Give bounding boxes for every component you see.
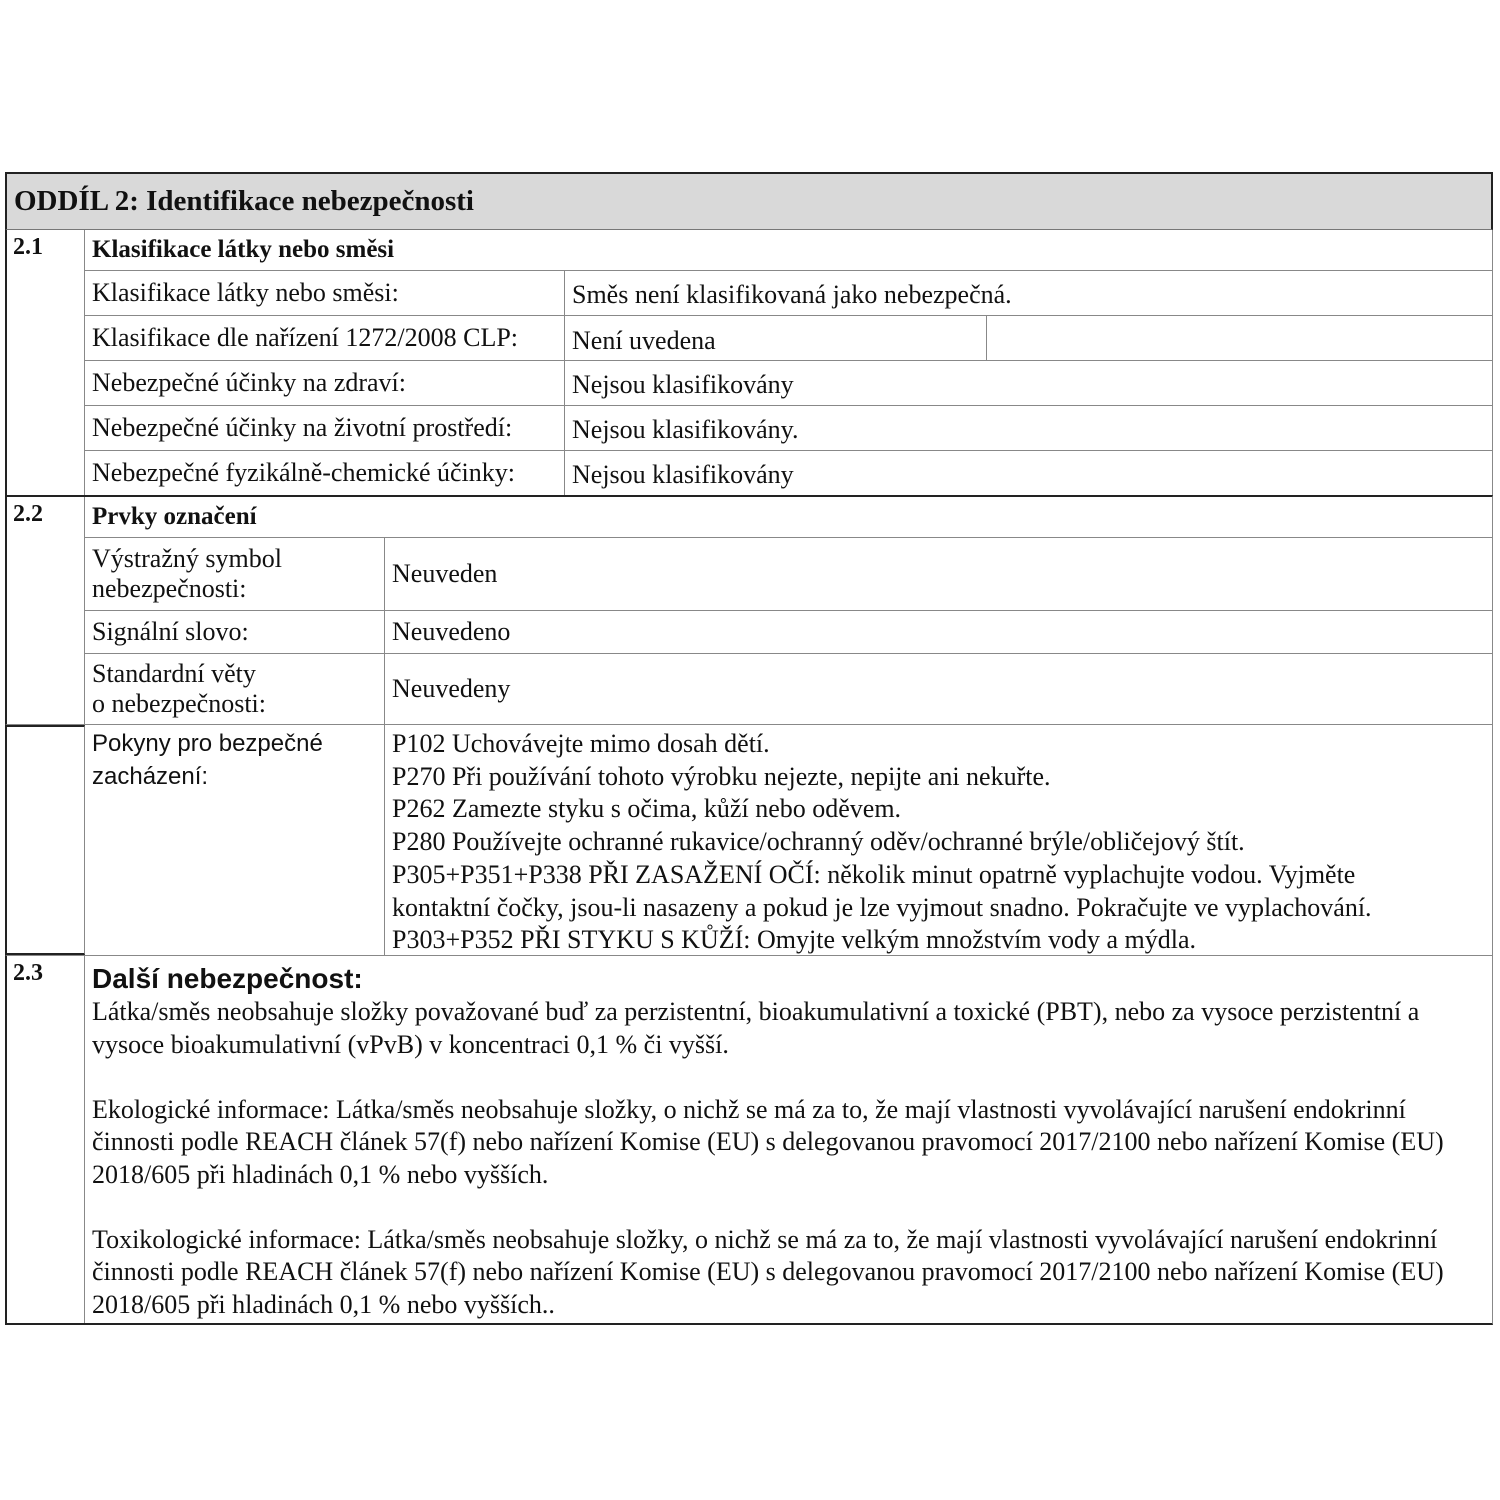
table-row — [85, 611, 1492, 654]
row-label: Klasifikace látky nebo směsi: — [85, 271, 565, 315]
row-label — [85, 725, 385, 955]
row-value: Neuvedeny — [392, 674, 511, 703]
subsection-2-2 — [5, 495, 1493, 724]
row-extra-empty — [987, 316, 1492, 360]
subsection-heading: Klasifikace látky nebo směsi — [85, 230, 1492, 271]
table-row — [85, 406, 1492, 451]
subsection-number: 2.3 — [7, 956, 85, 1323]
row-label: Nebezpečné účinky na zdraví: — [85, 361, 565, 405]
subsection-2-3 — [5, 955, 1493, 1325]
label-line: o nebezpečnosti: — [92, 689, 266, 718]
p-statement: kontaktní čočky, jsou-li nasazeny a pokud je lze vyjmout snadno. Pokračujte ve vyplachování. — [392, 892, 1372, 922]
section-title-bar — [5, 172, 1493, 230]
table-row — [85, 451, 1492, 495]
table-row — [85, 316, 1492, 361]
table-row — [85, 725, 1492, 955]
label-line: Pokyny pro bezpečné — [92, 730, 323, 757]
precautionary-list — [385, 725, 1492, 955]
subsection-heading: Prvky označení — [85, 497, 1492, 538]
paragraph-pbt: Látka/směs neobsahuje složky považované buď za perzistentní, bioakumulativní a toxické (PBT), nebo za vysoce perzistentní a vysoce bioakumulativní (vPvB) v koncentraci 0,1 % či vyšší. — [92, 997, 1420, 1059]
subsection-heading: Další nebezpečnost: — [92, 963, 363, 994]
label-line: zacházení: — [92, 762, 209, 790]
sds-section-2 — [5, 172, 1493, 1325]
label-line: Signální slovo: — [92, 617, 249, 646]
p-statement: P305+P351+P338 PŘI ZASAŽENÍ OČÍ: několik minut opatrně vyplachujte vodou. Vyjměte — [392, 859, 1356, 889]
table-row — [85, 271, 1492, 316]
row-value: Nejsou klasifikovány — [572, 370, 794, 399]
p-statement: P303+P352 PŘI STYKU S KŮŽÍ: Omyjte velkým množstvím vody a mýdla. — [392, 925, 1197, 955]
p-statement: P102 Uchovávejte mimo dosah dětí. — [392, 729, 770, 758]
empty-number-cell — [7, 725, 85, 955]
row-value: Nejsou klasifikovány — [572, 460, 794, 489]
row-label: Nebezpečné fyzikálně-chemické účinky: — [85, 451, 565, 495]
label-line: Výstražný symbol — [92, 544, 282, 573]
row-label: Nebezpečné účinky na životní prostředí: — [85, 406, 565, 450]
table-row — [85, 361, 1492, 406]
row-label: Klasifikace dle nařízení 1272/2008 CLP: — [85, 316, 565, 360]
section-title: ODDÍL 2: Identifikace nebezpečnosti — [14, 185, 474, 217]
paragraph-toxicological: Toxikologické informace: Látka/směs neobsahuje složky, o nichž se má za to, že mají vlastnosti vyvolávající narušení endokrinní činnosti podle REACH článek 57(f) nebo nařízení Komise (EU) s delegovanou pravomocí 2017/2100 nebo nařízení Komise (EU) 2018/605 při hladinách 0,1 % nebo vyšších.. — [92, 1224, 1444, 1319]
p-statement: P270 Při používání tohoto výrobku nejezte, nepijte ani nekuřte. — [392, 761, 1051, 791]
table-row — [85, 654, 1492, 724]
row-value: Směs není klasifikovaná jako nebezpečná. — [572, 280, 1012, 309]
p-statement: P262 Zamezte styku s očima, kůží nebo oděvem. — [392, 794, 902, 824]
p-statement: P280 Používejte ochranné rukavice/ochranný oděv/ochranné brýle/obličejový štít. — [392, 827, 1245, 857]
label-line: Standardní věty — [92, 659, 256, 688]
row-value: Nejsou klasifikovány. — [572, 415, 799, 444]
row-value: Není uvedena — [565, 316, 987, 360]
row-value: Neuveden — [392, 559, 498, 588]
row-label — [85, 611, 385, 653]
precautionary-statements — [5, 724, 1493, 955]
row-value: Neuvedeno — [392, 617, 511, 646]
subsection-2-1 — [5, 230, 1493, 495]
paragraph-ecological: Ekologické informace: Látka/směs neobsahuje složky, o nichž se má za to, že mají vlastnosti vyvolávající narušení endokrinní činnosti podle REACH článek 57(f) nebo nařízení Komise (EU) s delegovanou pravomocí 2017/2100 nebo nařízení Komise (EU) 2018/605 při hladinách 0,1 % nebo vyšších. — [92, 1094, 1444, 1189]
label-line: nebezpečnosti: — [92, 574, 247, 603]
row-label — [85, 538, 385, 610]
subsection-number: 2.1 — [7, 230, 85, 495]
row-label — [85, 654, 385, 724]
table-row — [85, 538, 1492, 611]
subsection-number: 2.2 — [7, 497, 85, 724]
